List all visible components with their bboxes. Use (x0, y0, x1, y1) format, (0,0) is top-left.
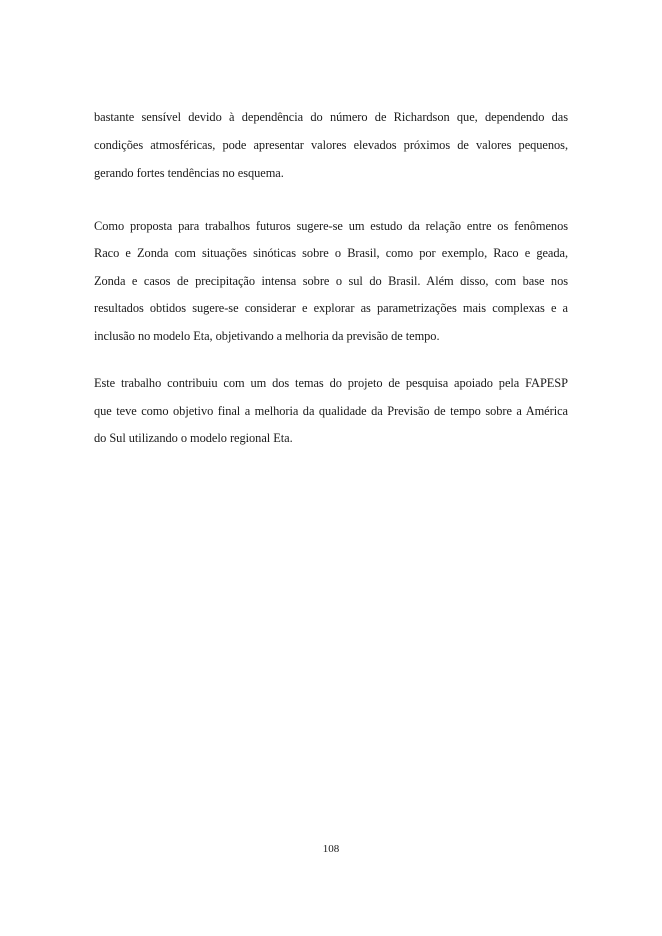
paragraph-line: gerando fortes tendências no esquema. (94, 166, 284, 180)
page-number: 108 (322, 843, 340, 855)
paragraph-line: condições atmosféricas, pode apresentar valores elevados próximos de valores pequenos, (94, 138, 568, 152)
paragraph-line: Zonda e casos de precipitação intensa sobre o sul do Brasil. Além disso, com base nos (94, 273, 568, 288)
paragraph-2 (94, 219, 568, 343)
paragraph-3 (94, 376, 568, 445)
paragraph-line: Este trabalho contribuiu com um dos temas do projeto de pesquisa apoiado pela FAPESP (94, 376, 568, 390)
paragraph-line: Raco e Zonda com situações sinóticas sobre o Brasil, como por exemplo, Raco e geada, (94, 246, 568, 261)
paragraph-line: inclusão no modelo Eta, objetivando a melhoria da previsão de tempo. (94, 328, 440, 343)
paragraph-1 (94, 110, 568, 180)
paragraph-line: do Sul utilizando o modelo regional Eta. (94, 431, 293, 445)
paragraph-line: Como proposta para trabalhos futuros sugere-se um estudo da relação entre os fenômenos (94, 219, 568, 233)
paragraph-line: resultados obtidos sugere-se considerar e explorar as parametrizações mais complexas e a (94, 301, 568, 316)
paragraph-line: que teve como objetivo final a melhoria da qualidade da Previsão de tempo sobre a América (94, 403, 568, 418)
paragraph-line: bastante sensível devido à dependência do número de Richardson que, dependendo das (94, 110, 568, 124)
